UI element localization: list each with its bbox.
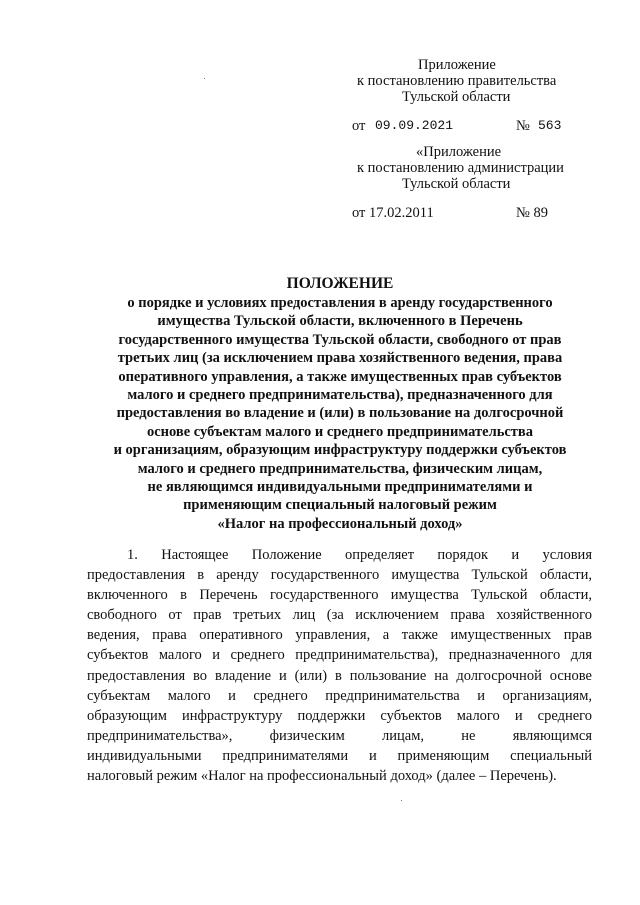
scan-speck: [204, 78, 205, 79]
title-line: третьих лиц (за исключением права хозяйственного ведения, права: [117, 350, 563, 367]
paragraph-line: образующим инфраструктуру поддержки субъектов малого и среднего: [87, 707, 592, 724]
paragraph-line: предоставления в аренду государственного имущества Тульской области,: [87, 567, 592, 584]
title-line: «Налог на профессиональный доход»: [217, 515, 463, 532]
appendix-1-number: 563: [538, 118, 562, 133]
title-line: оперативного управления, а также имущественных прав субъектов: [118, 368, 562, 385]
title-line: имущества Тульской области, включенного в Перечень: [157, 313, 523, 330]
title-line: основе субъектам малого и среднего предпринимательства: [146, 423, 534, 440]
appendix-1-date: 09.09.2021: [375, 118, 454, 133]
paragraph-1: [87, 545, 592, 786]
appendix-1-region: Тульской области: [402, 89, 511, 105]
paragraph-line: свободного от прав третьих лиц (за исключением права хозяйственного: [87, 607, 592, 624]
document-title-block: [90, 274, 590, 533]
title-line: малого и среднего предпринимательства), предназначенного для: [127, 387, 553, 404]
paragraph-line: ведения, права оперативного управления, а также имущественных прав: [87, 627, 592, 644]
paragraph-line: субъектов малого и среднего предпринимательства), предназначенного для: [87, 647, 592, 664]
title-line: государственного имущества Тульской области, свободного от прав: [118, 331, 562, 348]
title-line: и организациям, образующим инфраструктуру поддержки субъектов: [113, 442, 567, 459]
title-line: не являющимся индивидуальными предпринимателями и: [147, 479, 533, 496]
title-line: о порядке и условиях предоставления в аренду государственного: [127, 295, 553, 311]
paragraph-line: предоставления во владение и (или) в пользование на долгосрочной основе: [87, 667, 592, 684]
paragraph-line: включенного в Перечень государственного имущества Тульской области,: [87, 587, 592, 604]
appendix-2-region: Тульской области: [402, 176, 511, 192]
appendix-2-title: «Приложение: [416, 144, 502, 160]
appendix-1-title: Приложение: [418, 57, 496, 73]
title-line: предоставления во владение и (или) в пользование на долгосрочной: [116, 405, 564, 422]
appendix-1-number-prefix: №: [516, 118, 530, 134]
appendix-2-date: от 17.02.2011: [352, 205, 434, 221]
appendix-2-number: № 89: [516, 205, 548, 221]
title-line: применяющим специальный налоговый режим: [183, 497, 497, 514]
paragraph-line: 1. Настоящее Положение определяет порядок и условия: [127, 547, 592, 563]
title-line: малого и среднего предпринимательства, физическим лицам,: [137, 460, 543, 477]
appendix-1-date-prefix: от: [352, 118, 366, 134]
paragraph-line: индивидуальными предпринимателями и применяющим специальный: [87, 747, 592, 764]
appendix-2-decree: к постановлению администрации: [357, 160, 564, 176]
paragraph-line: предпринимательства», физическим лицам, не являющимся: [87, 727, 592, 744]
paragraph-line: субъектам малого и среднего предпринимательства и организациям,: [87, 687, 592, 704]
paragraph-line: налоговый режим «Налог на профессиональный доход» (далее – Перечень).: [87, 768, 557, 785]
document-heading: ПОЛОЖЕНИЕ: [286, 275, 394, 292]
scan-speck: [401, 800, 402, 801]
appendix-1-decree: к постановлению правительства: [357, 73, 557, 89]
